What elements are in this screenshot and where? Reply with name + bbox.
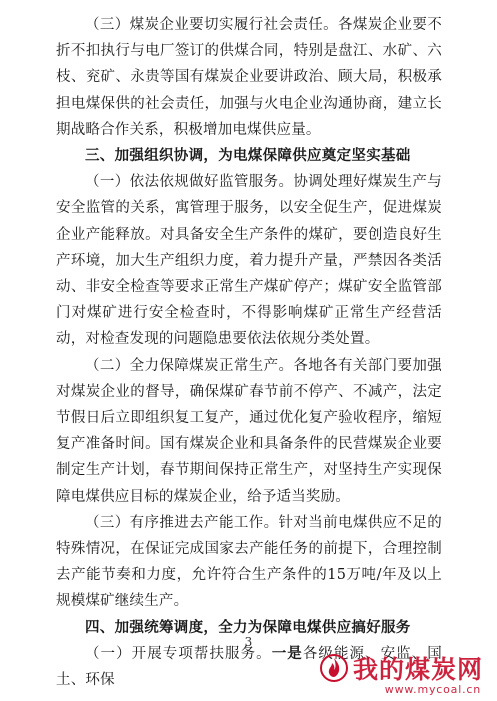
flame-logo-icon — [319, 653, 349, 683]
paragraph-lead-first: 一是 — [271, 644, 303, 662]
document-body — [56, 12, 442, 693]
watermark — [283, 650, 483, 698]
paragraph-coal-enterprise-responsibility: （三）煤炭企业要切实履行社会责任。各煤炭企业要不折不扣执行与电厂签订的供煤合同，特别是盘江、水矿、六枝、兖矿、永贵等国有煤炭企业要讲政治、顾大局，积极承担电煤保供的社会责任，加强与火电企业沟通协商，建立长期战略合作关系，积极增加电煤供应量。 — [56, 17, 442, 138]
paragraph-special-assistance-rest: 各级能源、安监、国土、环保 — [56, 645, 442, 689]
section-heading-3: 三、加强组织协调，为电煤保障供应奠定坚实基础 — [85, 148, 411, 165]
paragraph-special-assistance-title: （一）开展专项帮扶服务。 — [85, 645, 272, 662]
watermark-title: 我的煤炭网 — [352, 655, 483, 684]
paragraph-coal-production: （二）全力保障煤炭正常生产。各地各有关部门要加强对煤炭企业的督导，确保煤矿春节前不停产、不减产，法定节假日后立即组织复工复产，通过优化复产验收程序，缩短复产准备时间。国有煤炭企业和具备条件的民营煤炭企业要制定生产计划，春节期间保持正常生产，对坚持生产实现保障电煤供应目标的煤炭企业，给予适当奖励。 — [56, 357, 442, 505]
page-number: 3 — [244, 635, 253, 649]
paragraph-supervision-service: （一）依法依规做好监管服务。协调处理好煤炭生产与安全监管的关系，寓管理于服务，以安全促生产，促进煤炭企业产能释放。对具备安全生产条件的煤矿，要创造良好生产环境，加大生产组织力度，着力提升产量，严禁因各类活动、非安全检查等要求正常生产煤矿停产；煤矿安全监管部门对煤矿进行安全检查时，不得影响煤矿正常生产经营活动，对检查发现的问题隐患要依法依规分类处置。 — [56, 174, 442, 348]
section-heading-4: 四、加强统筹调度，全力为保障电煤供应搞好服务 — [85, 619, 411, 636]
watermark-row — [283, 650, 483, 686]
watermark-url: www.mycoal.cn — [384, 683, 481, 696]
paragraph-capacity-reduction: （三）有序推进去产能工作。针对当前电煤供应不足的特殊情况，在保证完成国家去产能任务的前提下，合理控制去产能节奏和力度，允许符合生产条件的15万吨/年及以上规模煤矿继续生产。 — [56, 514, 442, 610]
